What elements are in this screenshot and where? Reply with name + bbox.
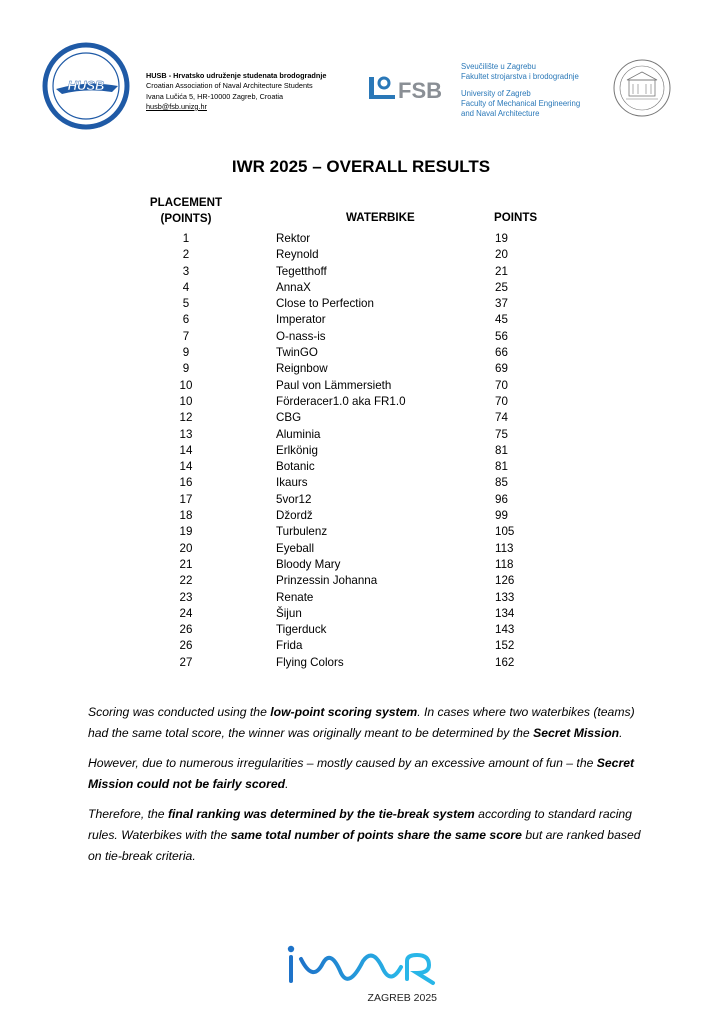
placement-cell: 6 [182, 313, 190, 327]
scoring-notes [88, 702, 648, 876]
note-paragraph-scoring: Scoring was conducted using the low-point scoring system. In cases where two waterbikes (teams) had the same total score, the winner was originally meant to be determined by the Secret Mission. [88, 705, 635, 740]
placement-cell: 14 [179, 460, 193, 474]
points-cell: 69 [495, 362, 508, 376]
placement-cell: 24 [179, 606, 193, 620]
placement-cell: 26 [179, 639, 193, 653]
waterbike-cell: Turbulenz [276, 525, 328, 539]
university-seal [612, 57, 672, 119]
placement-cell: 3 [182, 264, 190, 278]
table-row [130, 622, 570, 638]
table-header [130, 195, 570, 231]
points-cell: 133 [495, 590, 515, 604]
placement-cell: 21 [179, 557, 193, 571]
waterbike-cell: CBG [276, 411, 302, 425]
placement-cell: 26 [179, 623, 193, 637]
placement-cell: 12 [179, 411, 193, 425]
husb-org-name-en: Croatian Association of Naval Architecture Students [146, 81, 313, 91]
table-row [130, 280, 570, 296]
points-cell: 21 [495, 264, 508, 278]
table-row [130, 231, 570, 247]
placement-cell: 27 [179, 655, 193, 669]
waterbike-cell: Renate [276, 590, 314, 604]
husb-org-name: HUSB - Hrvatsko udruženje studenata brodogradnje [146, 71, 327, 80]
placement-cell: 19 [179, 525, 193, 539]
points-cell: 85 [495, 476, 508, 490]
waterbike-cell: Džordž [276, 509, 313, 523]
col-header-placement: PLACEMENT (POINTS) [149, 196, 223, 225]
points-cell: 74 [495, 411, 508, 425]
placement-cell: 14 [179, 443, 193, 457]
fsb-hr-line1: Sveučilište u Zagrebu [461, 62, 536, 71]
points-cell: 70 [495, 394, 508, 408]
waterbike-cell: Botanic [276, 460, 315, 474]
iwr-logo-text: ZAGREB 2025 [367, 992, 437, 1004]
fsb-logo-text: FSB [398, 78, 442, 103]
iwr-zagreb-logo [283, 943, 439, 1005]
points-cell: 37 [495, 297, 508, 311]
waterbike-cell: O-nass-is [276, 329, 326, 343]
waterbike-cell: TwinGO [276, 346, 318, 360]
points-cell: 70 [495, 378, 508, 392]
waterbike-cell: Frida [276, 639, 303, 653]
points-cell: 126 [495, 574, 515, 588]
table-row [130, 427, 570, 443]
table-row [130, 443, 570, 459]
table-row [130, 296, 570, 312]
points-cell: 20 [495, 248, 508, 262]
page-title: IWR 2025 – OVERALL RESULTS [231, 157, 491, 176]
waterbike-cell: Aluminia [276, 427, 321, 441]
placement-cell: 5 [182, 297, 190, 311]
waterbike-cell: 5vor12 [276, 492, 312, 506]
points-cell: 75 [495, 427, 508, 441]
waterbike-cell: Close to Perfection [276, 297, 374, 311]
placement-cell: 1 [182, 232, 190, 245]
table-row [130, 459, 570, 475]
table-row [130, 312, 570, 328]
waterbike-cell: Bloody Mary [276, 557, 341, 571]
waterbike-cell: Prinzessin Johanna [276, 574, 378, 588]
placement-cell: 16 [179, 476, 193, 490]
col-header-waterbike: WATERBIKE [346, 211, 415, 224]
fsb-en-line1: University of Zagreb [461, 88, 531, 98]
table-row [130, 247, 570, 263]
points-cell: 19 [495, 232, 508, 245]
table-row [130, 590, 570, 606]
waterbike-cell: Erlkönig [276, 443, 318, 457]
points-cell: 96 [495, 492, 508, 506]
waterbike-cell: Eyeball [276, 541, 315, 555]
placement-cell: 23 [179, 590, 193, 604]
table-row [130, 655, 570, 671]
table-row [130, 410, 570, 426]
fsb-name-block [461, 62, 580, 119]
points-cell: 143 [495, 623, 515, 637]
waterbike-cell: Förderacer1.0 aka FR1.0 [276, 394, 406, 408]
table-row [130, 264, 570, 280]
table-row [130, 361, 570, 377]
placement-cell: 2 [182, 248, 190, 262]
placement-cell: 17 [179, 492, 193, 506]
table-row [130, 606, 570, 622]
points-cell: 118 [495, 557, 514, 571]
table-row [130, 378, 570, 394]
table-row [130, 524, 570, 540]
husb-logo [42, 42, 130, 130]
waterbike-cell: Imperator [276, 313, 326, 327]
points-cell: 66 [495, 346, 508, 360]
points-cell: 81 [495, 443, 508, 457]
placement-cell: 4 [182, 280, 190, 294]
husb-logo-text: HUSB [67, 78, 105, 93]
waterbike-cell: Ikaurs [276, 476, 308, 490]
points-cell: 56 [495, 329, 508, 343]
waterbike-cell: Rektor [276, 232, 311, 245]
note-paragraph-tiebreak: Therefore, the final ranking was determined by the tie-break system according to standard racing rules. Waterbikes with the same total number of points share the same score but are ranked based on tie-break criteria. [88, 807, 641, 863]
husb-address: Ivana Lučića 5, HR-10000 Zagreb, Croatia [146, 91, 284, 101]
points-cell: 105 [495, 525, 515, 539]
points-cell: 134 [495, 606, 515, 620]
table-body [130, 231, 570, 671]
table-row [130, 329, 570, 345]
fsb-hr-line2: Fakultet strojarstva i brodogradnje [461, 72, 579, 82]
note-paragraph-irregularities: However, due to numerous irregularities – mostly caused by an excessive amount of fun – the Secret Mission could not be fairly scored. [88, 756, 635, 791]
points-cell: 81 [495, 460, 508, 474]
placement-cell: 9 [182, 362, 190, 376]
placement-cell: 20 [179, 541, 193, 555]
placement-cell: 10 [179, 378, 193, 392]
fsb-logo [367, 73, 453, 105]
table-row [130, 492, 570, 508]
points-cell: 25 [495, 280, 508, 294]
waterbike-cell: Šijun [276, 606, 302, 620]
waterbike-cell: Tigerduck [276, 623, 327, 637]
points-cell: 99 [495, 509, 508, 523]
table-row [130, 557, 570, 573]
placement-cell: 13 [179, 427, 193, 441]
waterbike-cell: Reignbow [276, 362, 328, 376]
col-header-points: POINTS [494, 211, 538, 224]
points-cell: 152 [495, 639, 515, 653]
table-row [130, 638, 570, 654]
placement-cell: 22 [179, 574, 193, 588]
waterbike-cell: Flying Colors [276, 655, 344, 669]
table-row [130, 573, 570, 589]
table-row [130, 345, 570, 361]
waterbike-cell: Paul von Lämmersieth [276, 378, 392, 392]
points-cell: 45 [495, 313, 508, 327]
table-row [130, 475, 570, 491]
husb-email-link[interactable]: husb@fsb.unizg.hr [146, 101, 207, 111]
placement-cell: 18 [179, 509, 193, 523]
points-cell: 113 [495, 541, 514, 555]
table-row [130, 508, 570, 524]
husb-address-block [146, 71, 326, 112]
waterbike-cell: AnnaX [276, 280, 311, 294]
table-row [130, 541, 570, 557]
placement-cell: 7 [182, 329, 190, 343]
letterhead [0, 0, 722, 140]
results-table [130, 195, 570, 671]
fsb-en-line3: and Naval Architecture [461, 109, 540, 119]
placement-cell: 10 [179, 394, 193, 408]
placement-cell: 9 [182, 346, 190, 360]
table-row [130, 394, 570, 410]
fsb-en-line2: Faculty of Mechanical Engineering [461, 98, 581, 108]
waterbike-cell: Tegetthoff [276, 264, 327, 278]
points-cell: 162 [495, 655, 515, 669]
waterbike-cell: Reynold [276, 248, 319, 262]
